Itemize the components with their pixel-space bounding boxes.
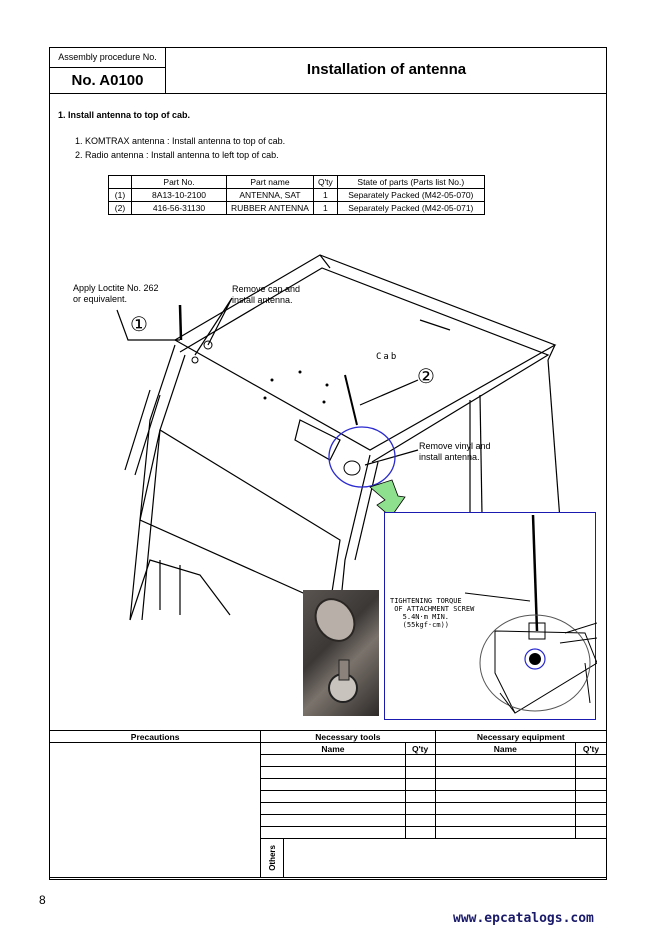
cab-roof-seam — [420, 320, 450, 330]
cab-front-pillar-left — [130, 345, 175, 620]
parts-cell: 8A13-10-2100 — [132, 189, 227, 202]
others-label: Others — [267, 845, 277, 871]
parts-header-partno: Part No. — [132, 176, 227, 189]
equipment-qty-cell — [576, 779, 607, 791]
equipment-name-header: Name — [435, 743, 575, 755]
tool-cell — [261, 815, 405, 827]
watermark-url: www.epcatalogs.com — [453, 911, 594, 926]
procedure-number: No. A0100 — [71, 72, 144, 89]
cap-note: Remove cap and install antenna. — [232, 284, 301, 305]
equipment-cell — [435, 767, 575, 779]
tools-name-header: Name — [261, 743, 405, 755]
tools-qty-header: Q'ty — [405, 743, 435, 755]
roof-bolt — [299, 371, 302, 374]
roof-bolt — [323, 401, 326, 404]
tool-qty-cell — [405, 755, 435, 767]
detail-highlight-circle — [329, 427, 395, 487]
inset-mount-bracket — [495, 631, 597, 713]
step-item-1: 1. KOMTRAX antenna : Install antenna to top of cab. — [75, 136, 286, 146]
mount-hole-1 — [192, 357, 198, 363]
precautions-body — [50, 743, 261, 878]
equipment-qty-cell — [576, 767, 607, 779]
cab-front-pillar-right — [340, 455, 370, 610]
equipment-cell — [435, 827, 575, 839]
parts-header-qty: Q'ty — [313, 176, 337, 189]
roof-bolt — [271, 379, 274, 382]
antenna-1 — [180, 305, 181, 340]
requirements-header-row — [50, 731, 607, 743]
equipment-header: Necessary equipment — [435, 731, 606, 743]
parts-cell: (1) — [109, 189, 132, 202]
tool-cell — [261, 827, 405, 839]
inset-pillars — [500, 663, 590, 713]
step-heading: 1. Install antenna to top of cab. — [58, 110, 191, 120]
tool-cell — [261, 803, 405, 815]
tool-cell — [261, 767, 405, 779]
requirements-table — [49, 730, 607, 878]
equipment-qty-header: Q'ty — [576, 743, 607, 755]
antenna-2-base — [344, 461, 360, 475]
tools-header: Necessary tools — [261, 731, 435, 743]
equipment-qty-cell — [576, 755, 607, 767]
equipment-cell — [435, 815, 575, 827]
equipment-cell — [435, 779, 575, 791]
others-label-box — [261, 839, 284, 877]
parts-cell: 1 — [313, 202, 337, 215]
parts-cell: ANTENNA, SAT — [227, 189, 314, 202]
tool-qty-cell — [405, 803, 435, 815]
equipment-cell — [435, 791, 575, 803]
parts-cell: Separately Packed (M42-05-071) — [337, 202, 484, 215]
requirements-subheader-row — [50, 743, 607, 755]
roof-bolt — [264, 397, 267, 400]
tool-qty-cell — [405, 767, 435, 779]
cab-handrail — [125, 390, 160, 475]
cap-note-leader — [195, 298, 232, 355]
precautions-header: Precautions — [50, 731, 261, 743]
antenna-2 — [345, 375, 357, 425]
page-title: Installation of antenna — [306, 61, 467, 78]
vinyl-note: Remove vinyl and install antenna. — [419, 441, 491, 462]
vinyl-note-leader — [365, 450, 418, 465]
marker-1-leader — [117, 310, 180, 340]
inset-screw — [529, 653, 541, 665]
cab-windshield — [140, 430, 340, 605]
tool-cell — [261, 779, 405, 791]
parts-cell: 416-56-31130 — [132, 202, 227, 215]
step-item-2: 2. Radio antenna : Install antenna to left top of cab. — [75, 150, 279, 160]
tool-cell — [261, 791, 405, 803]
cab-front-pillar-right-inner — [355, 462, 378, 560]
parts-cell: RUBBER ANTENNA — [227, 202, 314, 215]
equipment-cell — [435, 755, 575, 767]
antenna-mount-photo — [303, 590, 379, 716]
parts-header-state: State of parts (Parts list No.) — [337, 176, 484, 189]
tool-qty-cell — [405, 815, 435, 827]
tool-cell — [261, 755, 405, 767]
inset-antenna-rod — [533, 515, 537, 631]
cab-label: Cab — [376, 352, 399, 362]
tool-qty-cell — [405, 779, 435, 791]
page-number: 8 — [39, 893, 46, 907]
torque-leader — [465, 593, 530, 601]
parts-cell: Separately Packed (M42-05-070) — [337, 189, 484, 202]
marker-2-leader — [360, 380, 418, 405]
photo-detail-icon — [303, 590, 379, 716]
loctite-note: Apply Loctite No. 262 or equivalent. — [73, 283, 159, 304]
equipment-qty-cell — [576, 791, 607, 803]
marker-2: ② — [417, 366, 435, 388]
cab-rear-pillar — [548, 360, 560, 520]
cab-roof-panel — [295, 420, 340, 460]
parts-cell: 1 — [313, 189, 337, 202]
others-cell — [261, 839, 607, 878]
equipment-qty-cell — [576, 827, 607, 839]
equipment-qty-cell — [576, 815, 607, 827]
parts-cell: (2) — [109, 202, 132, 215]
marker-1: ① — [130, 314, 148, 336]
torque-note: TIGHTENING TORQUE OF ATTACHMENT SCREW 5.4N·m MIN. (55kgf·cm)) — [390, 597, 475, 629]
tool-qty-cell — [405, 827, 435, 839]
roof-bolt — [326, 384, 329, 387]
equipment-cell — [435, 803, 575, 815]
procedure-label: Assembly procedure No. — [50, 48, 165, 68]
equipment-qty-cell — [576, 803, 607, 815]
parts-header-name: Part name — [227, 176, 314, 189]
tool-qty-cell — [405, 791, 435, 803]
